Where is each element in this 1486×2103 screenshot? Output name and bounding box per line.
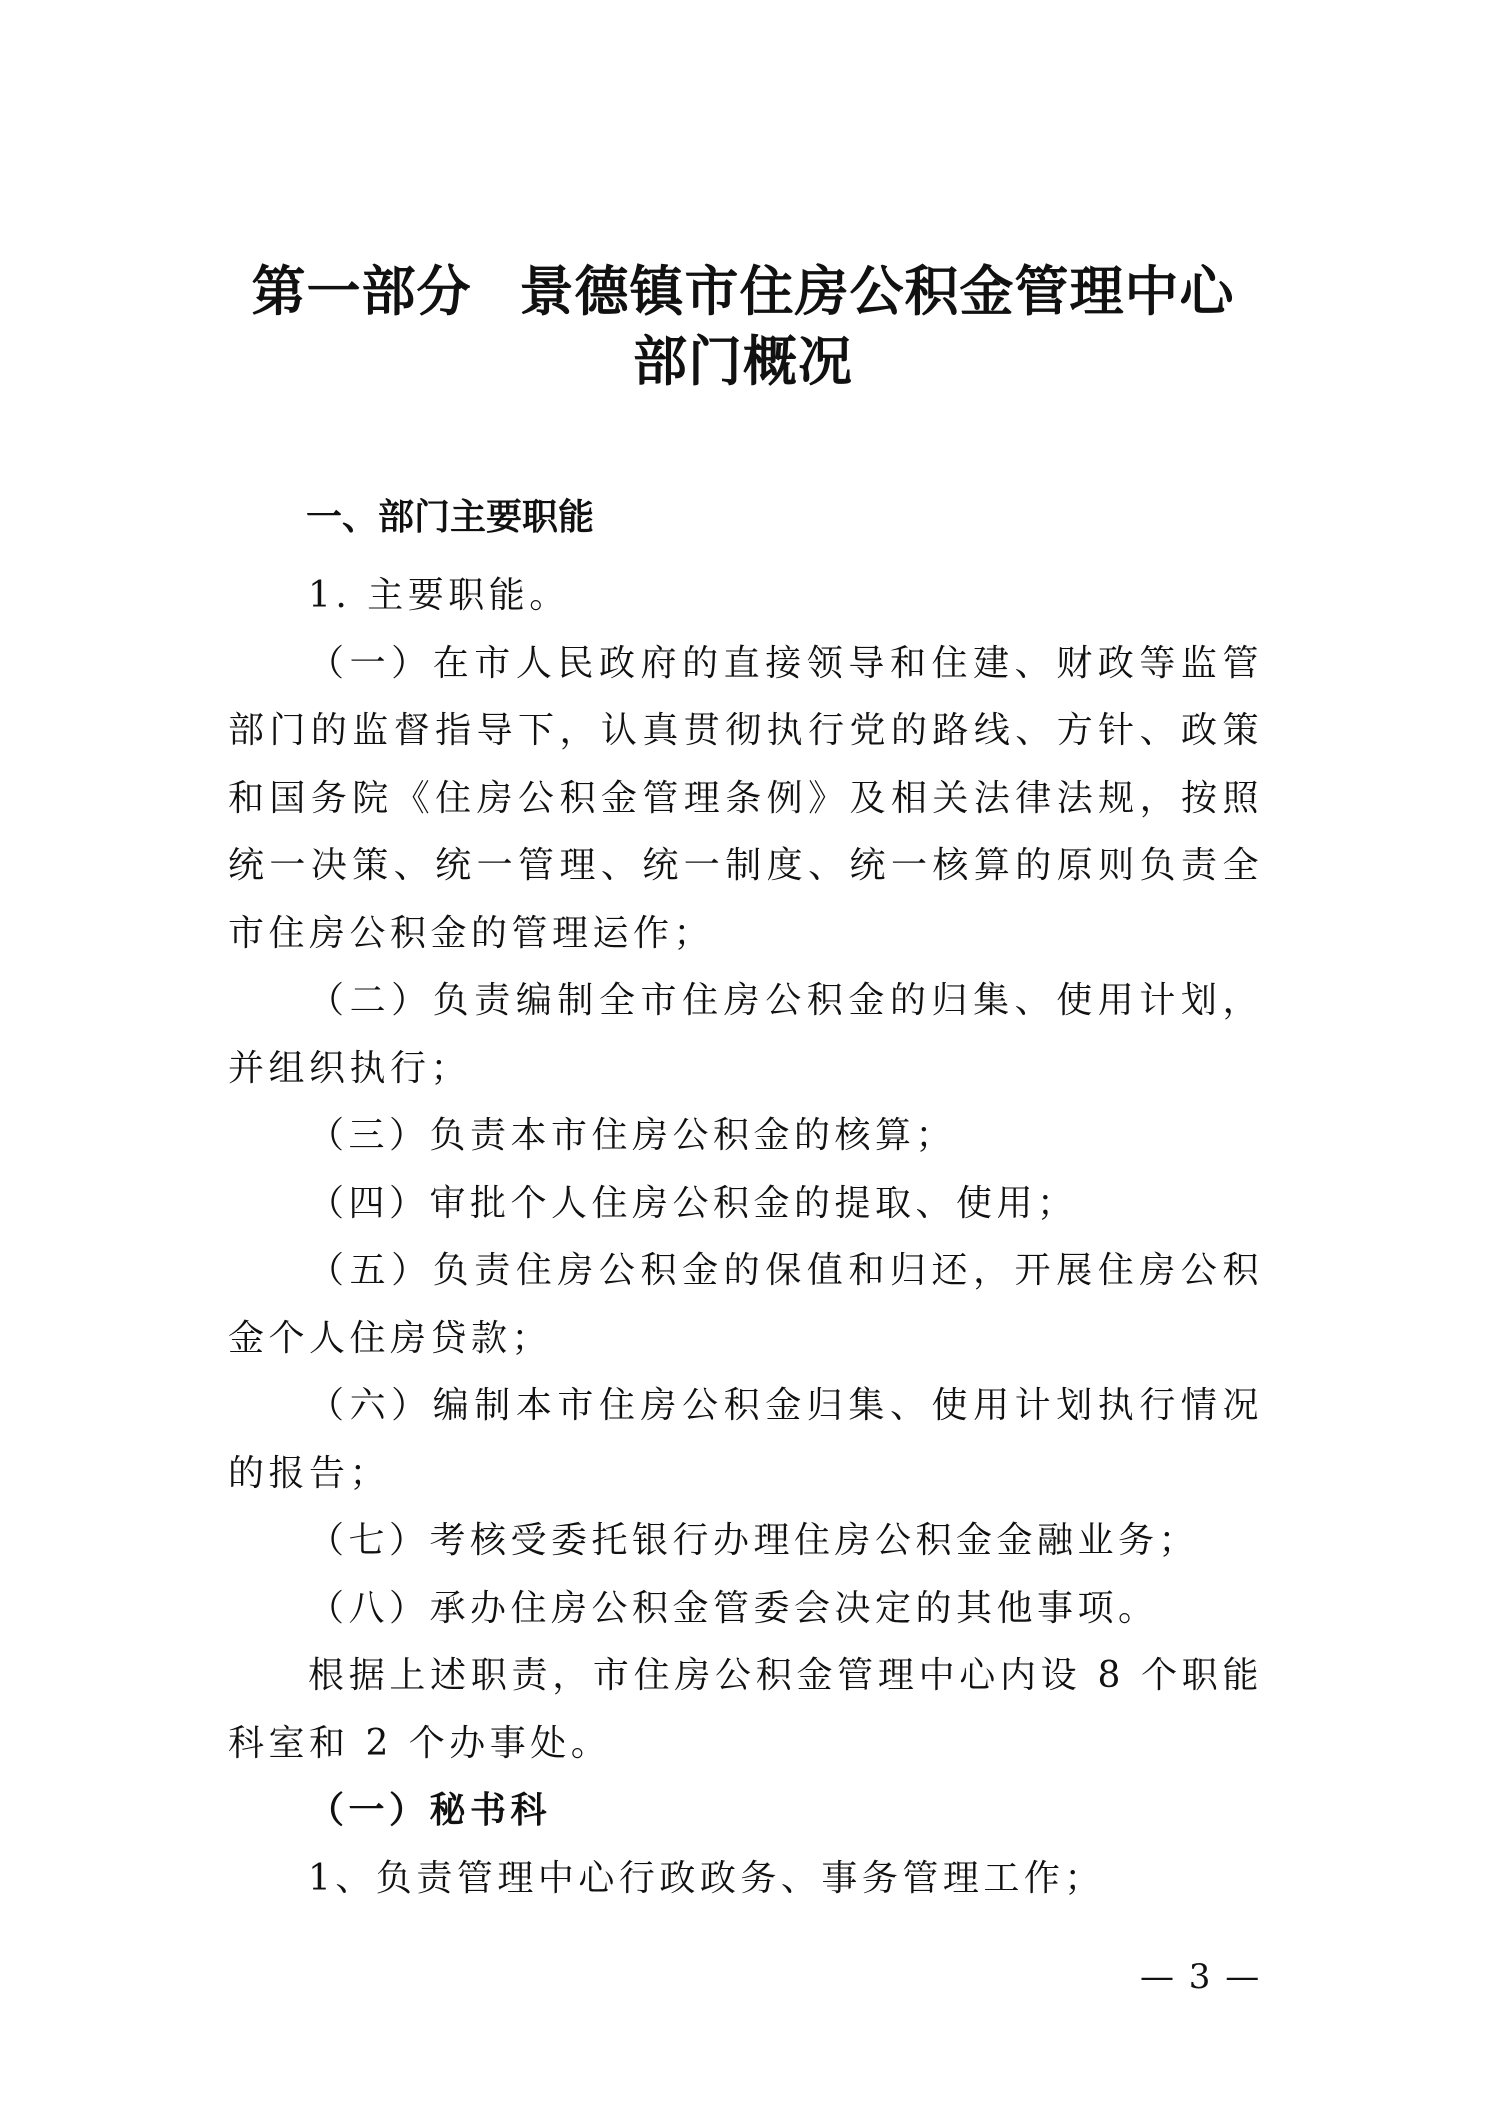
paragraph: （七）考核受委托银行办理住房公积金金融业务； (308, 1520, 1200, 1561)
document-title-line-2: 部门概况 (633, 330, 853, 393)
paragraph: （四）审批个人住房公积金的提取、使用； (308, 1182, 1078, 1224)
subsection-heading: （一）秘书科 (308, 1789, 552, 1831)
paragraph: 根据上述职责，市住房公积金管理中心内设 8 个职能科室和 2 个办事处。 (228, 1655, 1263, 1764)
paragraph: （六）编制本市住房公积金归集、使用计划执行情况的报告； (228, 1385, 1263, 1494)
document-title-line-1 (0, 257, 1486, 327)
paragraph: （一）在市人民政府的直接领导和住建、财政等监管部门的监督指导下，认真贯彻执行党的路线、方针、政策和国务院《住房公积金管理条例》及相关法律法规，按照统一决策、统一管理、统一制度、统一核算的原则负责全市住房公积金的管理运作； (228, 642, 1263, 954)
paragraph: （五）负责住房公积金的保值和归还，开展住房公积金个人住房贷款； (228, 1250, 1263, 1359)
page-number: — 3 — (1140, 1957, 1262, 1997)
paragraph: （三）负责本市住房公积金的核算； (308, 1115, 957, 1156)
paragraph: （八）承办住房公积金管委会决定的其他事项。 (308, 1587, 1159, 1629)
title-organization: 景德镇市住房公积金管理中心 (519, 260, 1235, 323)
title-part-label: 第一部分 (251, 260, 472, 323)
paragraph: （二）负责编制全市住房公积金的归集、使用计划，并组织执行； (228, 980, 1263, 1089)
document-body (228, 562, 1263, 1912)
paragraph: 1. 主要职能。 (308, 575, 570, 616)
section-heading: 一、部门主要职能 (306, 497, 595, 538)
subsection-item: 1、负责管理中心行政政务、事务管理工作； (308, 1857, 1105, 1899)
